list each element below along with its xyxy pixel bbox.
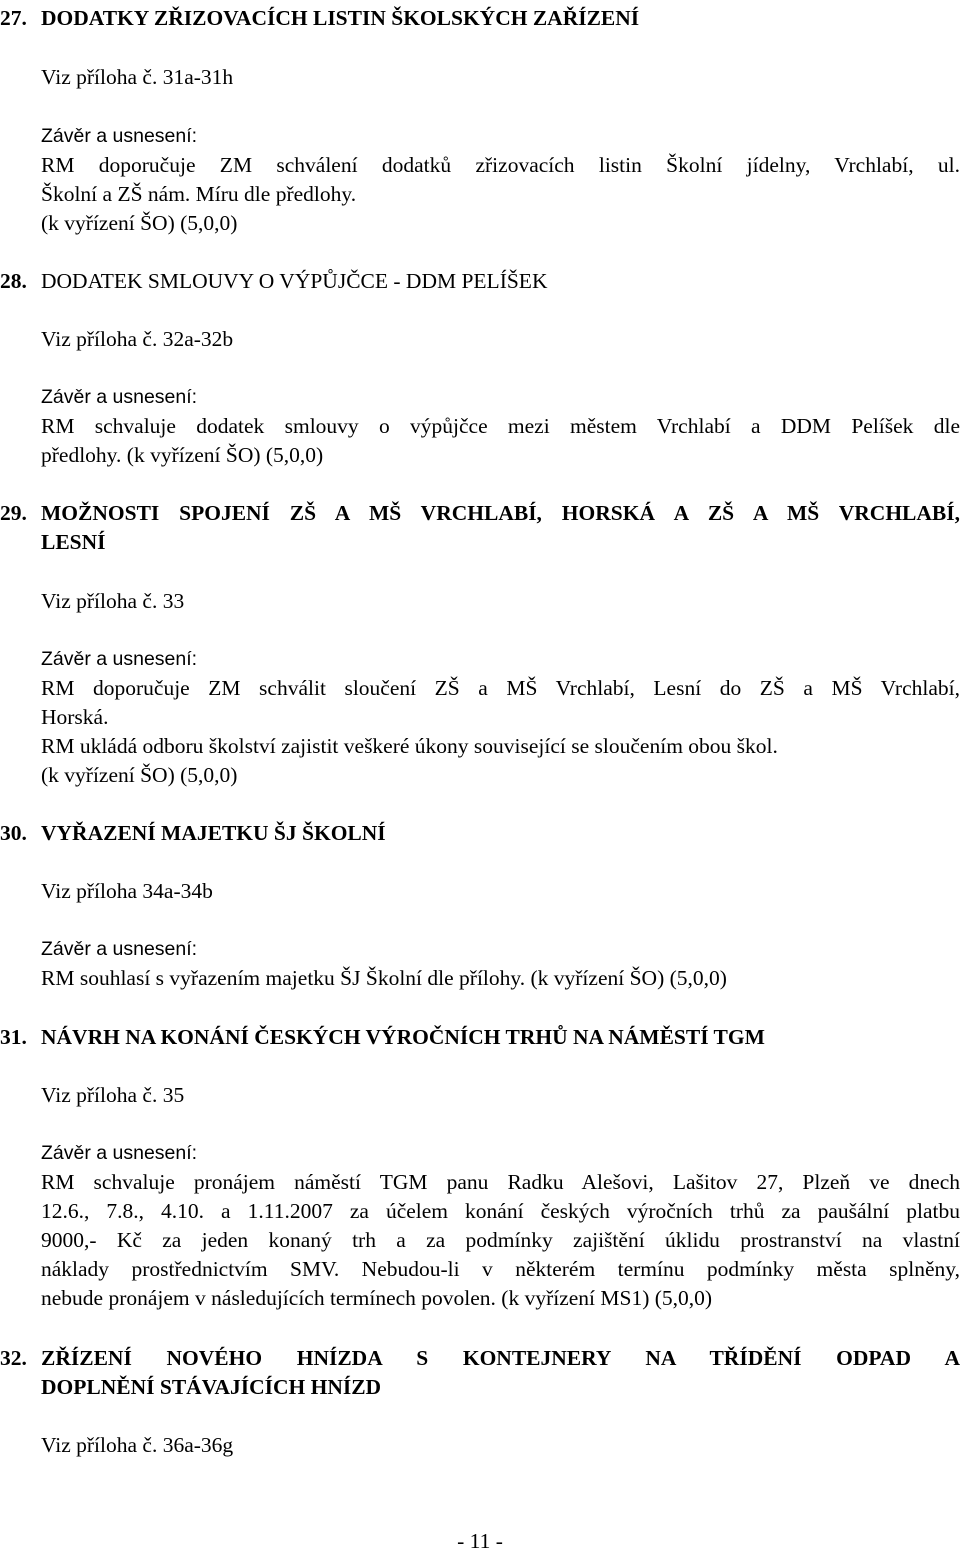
resolution-text: RM schvaluje dodatek smlouvy o výpůjčce mezi městem Vrchlabí a DDM Pelíšek dle předlohy. (k vyřízení ŠO) (5,0,0) <box>41 414 960 467</box>
attachment-reference: Viz příloha č. 36a-36g <box>41 1433 234 1457</box>
resolution-text: RM schvaluje pronájem náměstí TGM panu Radku Alešovi, Lašitov 27, Plzeň ve dnech 12.6., 7.8., 4.10. a 1.11.2007 za účelem konání českých výročních trhů za paušální platbu 9000,- Kč za jeden konaný trh a za podmínky zajištění úklidu prostranství na vlastní náklady prostřednictvím SMV. Nebudou-li v některém termínu podmínky města splněny, nebude pronájem v následujících termínech povolen. (k vyřízení MS1) (5,0,0) <box>41 1170 960 1310</box>
resolution-label: Závěr a usnesení: <box>41 386 198 408</box>
section-number: 27. <box>0 6 27 30</box>
section-title: DODATEK SMLOUVY O VÝPŮJČCE - DDM PELÍŠEK <box>41 269 548 293</box>
resolution-label: Závěr a usnesení: <box>41 648 198 670</box>
attachment-reference: Viz příloha č. 32a-32b <box>41 327 234 351</box>
page-number: - 11 - <box>457 1529 503 1553</box>
resolution-label: Závěr a usnesení: <box>41 125 198 147</box>
section-number: 32. <box>0 1346 27 1370</box>
section-title: VYŘAZENÍ MAJETKU ŠJ ŠKOLNÍ <box>41 821 386 845</box>
section-number: 31. <box>0 1025 27 1049</box>
attachment-reference: Viz příloha č. 31a-31h <box>41 65 234 89</box>
section-number: 29. <box>0 501 27 525</box>
section-title: MOŽNOSTI SPOJENÍ ZŠ A MŠ VRCHLABÍ, HORSKÁ A ZŠ A MŠ VRCHLABÍ, LESNÍ <box>41 501 960 554</box>
section-title: DODATKY ZŘIZOVACÍCH LISTIN ŠKOLSKÝCH ZAŘÍZENÍ <box>41 6 640 30</box>
attachment-reference: Viz příloha 34a-34b <box>41 879 213 903</box>
resolution-label: Závěr a usnesení: <box>41 938 198 960</box>
section-title: ZŘÍZENÍ NOVÉHO HNÍZDA S KONTEJNERY NA TŘÍDĚNÍ ODPAD A DOPLNĚNÍ STÁVAJÍCÍCH HNÍZD <box>41 1346 960 1399</box>
resolution-text: RM doporučuje ZM schválení dodatků zřizovacích listin Školní jídelny, Vrchlabí, ul. Školní a ZŠ nám. Míru dle předlohy. (k vyřízení ŠO) (5,0,0) <box>41 153 960 235</box>
resolution-label: Závěr a usnesení: <box>41 1142 198 1164</box>
attachment-reference: Viz příloha č. 35 <box>41 1083 185 1107</box>
section-title: NÁVRH NA KONÁNÍ ČESKÝCH VÝROČNÍCH TRHŮ NA NÁMĚSTÍ TGM <box>41 1025 765 1049</box>
attachment-reference: Viz příloha č. 33 <box>41 589 185 613</box>
section-number: 30. <box>0 821 27 845</box>
section-number: 28. <box>0 269 27 293</box>
resolution-text: RM souhlasí s vyřazením majetku ŠJ Školní dle přílohy. (k vyřízení ŠO) (5,0,0) <box>41 966 727 990</box>
resolution-text: RM doporučuje ZM schválit sloučení ZŠ a MŠ Vrchlabí, Lesní do ZŠ a MŠ Vrchlabí, Horská. RM ukládá odboru školství zajistit veškeré úkony související se sloučením obou škol. (k vyřízení ŠO) (5,0,0) <box>41 676 960 787</box>
